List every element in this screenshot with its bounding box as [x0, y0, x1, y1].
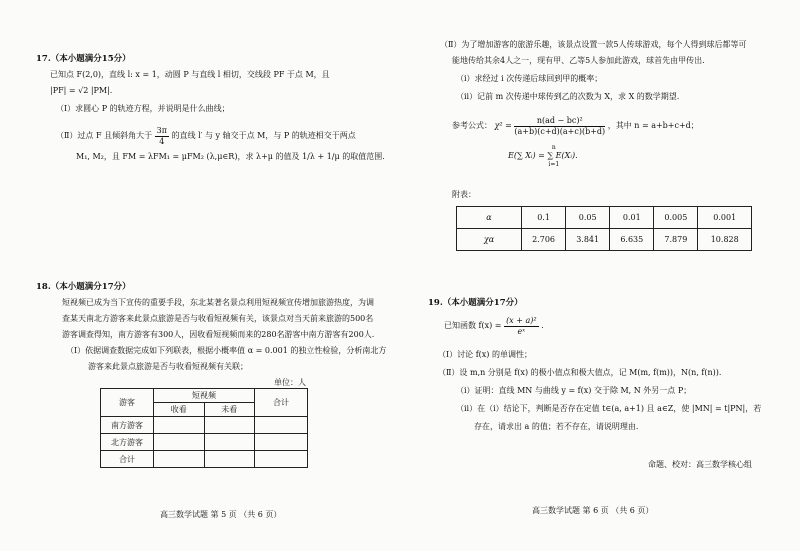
- q18-sub1: （i）求经过 i 次传递后球回到甲的概率；: [456, 74, 603, 83]
- cell-total-total: [255, 451, 308, 468]
- chi-value-0: 2.706: [522, 229, 566, 251]
- alpha-0: 0.1: [522, 207, 566, 229]
- q18-line4: （Ⅰ）依据调查数据完成如下列联表，根据小概率值 α = 0.001 的独立性检验，分析南北方: [66, 346, 387, 355]
- q18-line2: 查某天南北方游客来此景点旅游是否与收看短视频有关，该景点对当天前来旅游的500名: [62, 314, 374, 323]
- cell-total-nowatch: [204, 451, 255, 468]
- cell-south-total: [255, 417, 308, 434]
- cell-north-nowatch: [204, 434, 255, 451]
- q19-given: [444, 316, 544, 336]
- cell-south-nowatch: [204, 417, 255, 434]
- chi-fraction: [514, 116, 605, 136]
- q17-part2-frac2: 1/λ + 1/μ: [302, 152, 340, 161]
- cell-north-watch: [154, 434, 205, 451]
- alpha-1: 0.05: [566, 207, 610, 229]
- chi-value-2: 6.635: [610, 229, 654, 251]
- subheader-nowatch: 未看: [204, 403, 255, 417]
- q19-header: 19.（本小题满分17分）: [428, 298, 523, 308]
- q19-sub2b: 存在，请求出 a 的值；若不存在，请说明理由.: [474, 422, 639, 431]
- chi-lhs: χ² =: [494, 121, 512, 131]
- q19-fraction: [504, 316, 539, 336]
- alpha-2: 0.01: [610, 207, 654, 229]
- q19-part2: （Ⅱ）设 m,n 分别是 f(x) 的极小值点和极大值点，记 M(m, f(m))，N(n, f(n)).: [438, 368, 722, 377]
- critical-value-table: [456, 206, 752, 251]
- chi-tail: ，其中 n = a+b+c+d；: [607, 121, 699, 131]
- q18-line5: 游客来此景点旅游是否与收看短视频有关联；: [88, 362, 248, 371]
- q17-line2: |PF| = √2 |PM|.: [50, 86, 113, 95]
- footer-right: 高三数学试题 第 6 页 （共 6 页）: [532, 506, 654, 515]
- alpha-label: α: [457, 207, 522, 229]
- sum-bottom: i=1: [548, 160, 560, 168]
- expectation-formula: [508, 144, 578, 168]
- alpha-4: 0.001: [698, 207, 752, 229]
- q19-given-b: .: [541, 321, 544, 331]
- row-north-label: 北方游客: [101, 434, 154, 451]
- chi-num: n(ad − bc)²: [514, 116, 605, 127]
- footer-left: 高三数学试题 第 5 页 （共 6 页）: [160, 510, 282, 519]
- q17-part2b: 的直线 l′ 与 y 轴交于点 M，与 P 的轨迹相交于两点: [171, 131, 356, 141]
- expect-text: E(∑ Xᵢ) = ∑ E(Xᵢ).: [508, 151, 578, 161]
- q17-frac-num: 3π: [156, 126, 167, 135]
- reference-formula: [452, 116, 699, 136]
- header-total: 合计: [255, 389, 308, 417]
- contingency-table: [100, 388, 308, 468]
- q17-part2-line1: [56, 126, 356, 146]
- chi-value-1: 3.841: [566, 229, 610, 251]
- q17-part2d: 的取值范围.: [342, 152, 385, 161]
- q19-den: eˣ: [517, 326, 526, 336]
- q18-line3: 游客调查得知，南方游客有300人，因收看短视频而来的280名游客中南方游客有200人.: [62, 330, 375, 339]
- q17-part1: （Ⅰ）求圆心 P 的轨迹方程，并说明是什么曲线；: [56, 104, 230, 113]
- chi-value-3: 7.879: [654, 229, 698, 251]
- row-south-label: 南方游客: [101, 417, 154, 434]
- q18-part2b: 能地传给其余4人之一，现有甲、乙等5人参加此游戏，球首先由甲传出.: [452, 56, 705, 65]
- q19-part1: （Ⅰ）讨论 f(x) 的单调性；: [438, 350, 532, 359]
- header-video: 短视频: [154, 389, 255, 403]
- q18-line1: 短视频已成为当下宣传的重要手段，东北某著名景点利用短视频宣传增加旅游热度，为调: [62, 298, 374, 307]
- q17-angle-fraction: [155, 126, 169, 146]
- q17-part2a: （Ⅱ）过点 F 且倾斜角大于: [56, 131, 153, 141]
- alpha-3: 0.005: [654, 207, 698, 229]
- q18-header: 18.（本小题满分17分）: [36, 282, 131, 292]
- cell-south-watch: [154, 417, 205, 434]
- q18-part2a: （Ⅱ）为了增加游客的旅游乐趣，该景点设置一款5人传球游戏，每个人得到球后都等可: [440, 40, 747, 49]
- chi-label: χα: [457, 229, 522, 251]
- chi-den: (a+b)(c+d)(a+c)(b+d): [514, 126, 606, 136]
- cell-north-total: [255, 434, 308, 451]
- appendix-label: 附表：: [452, 190, 476, 199]
- q19-num: (x + a)²: [506, 316, 537, 325]
- credit-line: 命题、校对：高三数学核心组: [648, 460, 752, 469]
- sum-top: n: [551, 144, 556, 151]
- row-total-label: 合计: [101, 451, 154, 468]
- q17-frac-den: 4: [159, 136, 165, 146]
- q17-line1: 已知点 F(2,0)，直线 l: x = 1，动圆 P 与直线 l 相切，交线段 PF 于点 M，且: [50, 70, 330, 79]
- q17-header: 17.（本小题满分15分）: [36, 54, 131, 64]
- subheader-watch: 收看: [154, 403, 205, 417]
- header-tourist: 游客: [101, 389, 154, 417]
- ref-label: 参考公式：: [452, 121, 492, 131]
- chi-value-4: 10.828: [698, 229, 752, 251]
- q19-given-a: 已知函数 f(x) =: [444, 321, 502, 331]
- cell-total-watch: [154, 451, 205, 468]
- q19-sub1: （i）证明：直线 MN 与曲线 y = f(x) 交于除 M, N 外另一点 P；: [456, 386, 692, 395]
- q19-sub2a: （ii）在（i）结论下，判断是否存在定值 t∈(a, a+1) 且 a∈Z，使 |MN| = t|PN|，若: [456, 404, 762, 413]
- page-right: [400, 0, 800, 551]
- q18-sub2: （ii）记前 m 次传递中球传到乙的次数为 X，求 X 的数学期望.: [456, 92, 680, 101]
- q18-unit: 单位：人: [274, 378, 306, 387]
- q17-part2-line2: [76, 152, 385, 162]
- q17-part2c: M₁, M₂，且 FM = λFM₁ = μFM₂ (λ,μ∈R)，求 λ+μ 的值及: [76, 152, 300, 161]
